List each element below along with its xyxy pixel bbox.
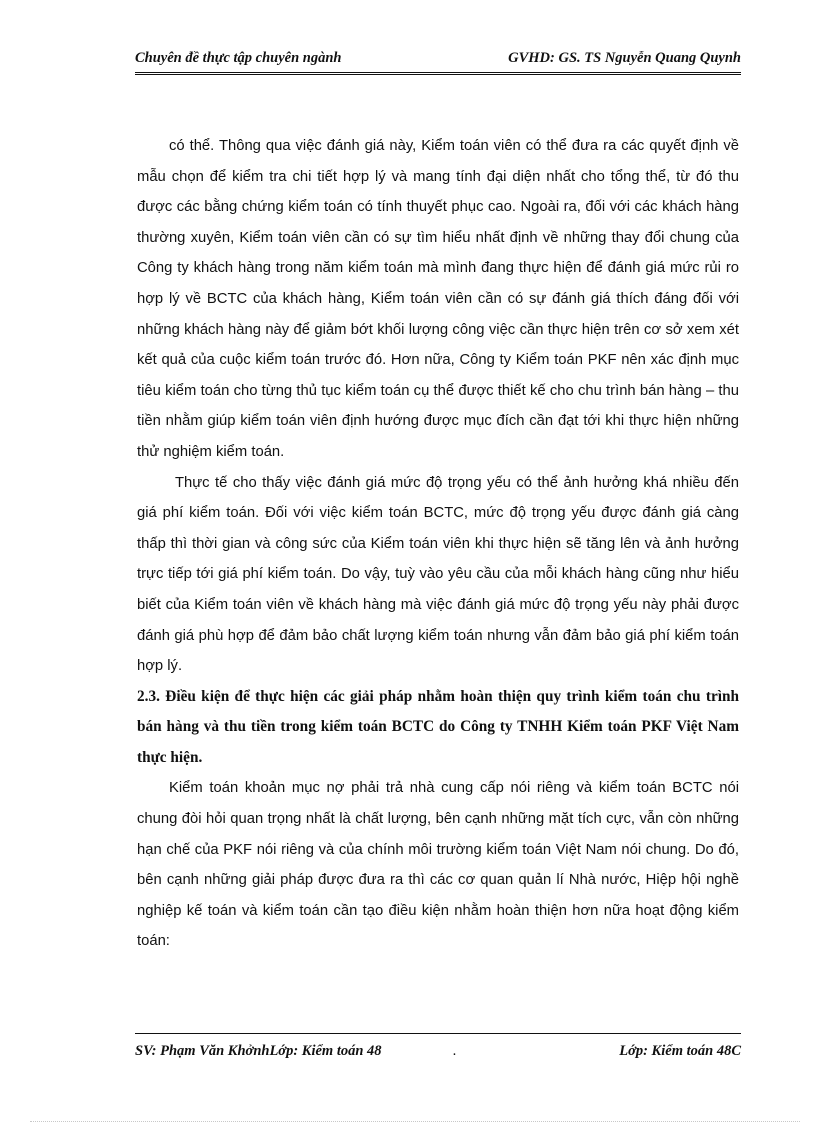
footer-dot: . (453, 1043, 457, 1059)
footer-class: Lớp: Kiểm toán 48C (619, 1043, 741, 1059)
document-body (137, 131, 739, 957)
header-course-title: Chuyên đề thực tập chuyên ngành (135, 50, 342, 66)
paragraph-1: có thể. Thông qua việc đánh giá này, Kiểm toán viên có thể đưa ra các quyết định về mẫu chọn để kiểm tra chi tiết hợp lý và mang tính đại diện nhất cho tổng thể, từ đó thu được các bằng chứng kiểm toán có tính thuyết phục cao. Ngoài ra, đối với các khách hàng thường xuyên, Kiểm toán viên cần có sự tìm hiểu nhất định về những thay đổi chung của Công ty khách hàng trong năm kiểm toán mà mình đang thực hiện để đánh giá mức rủi ro hợp lý về BCTC của khách hàng, Kiểm toán viên cần có sự đánh giá thích đáng đối với những khách hàng này để giảm bớt khối lượng công việc cần thực hiện trên cơ sở xem xét kết quả của cuộc kiểm toán trước đó. Hơn nữa, Công ty Kiểm toán PKF nên xác định mục tiêu kiểm toán cho từng thủ tục kiểm toán cụ thể được thiết kế cho chu trình bán hàng – thu tiền nhằm giúp kiểm toán viên định hướng được mục đích cần đạt tới khi thực hiện những thử nghiệm kiểm toán. (137, 138, 739, 460)
page-footer (135, 1043, 741, 1065)
section-heading-2-3: 2.3. Điều kiện để thực hiện các giải pháp nhằm hoàn thiện quy trình kiểm toán chu trình bán hàng và thu tiền trong kiểm toán BCTC do Công ty TNHH Kiểm toán PKF Việt Nam thực hiện. (137, 687, 739, 766)
paragraph-3: Kiểm toán khoản mục nợ phải trả nhà cung cấp nói riêng và kiểm toán BCTC nói chung đòi hỏi quan trọng nhất là chất lượng, bên cạnh những mặt tích cực, vẫn còn những hạn chế của PKF nói riêng và của chính môi trường kiểm toán Việt Nam nói chung. Do đó, bên cạnh những giải pháp được đưa ra thì các cơ quan quản lí Nhà nước, Hiệp hội nghề nghiệp kế toán và kiểm toán cần tạo điều kiện nhằm hoàn thiện hơn nữa hoạt động kiểm toán: (137, 780, 739, 950)
footer-rule (135, 1033, 741, 1034)
paragraph-2: Thực tế cho thấy việc đánh giá mức độ trọng yếu có thể ảnh hưởng khá nhiều đến giá phí kiểm toán. Đối với việc kiểm toán BCTC, mức độ trọng yếu được đánh giá càng thấp thì thời gian và công sức của Kiểm toán viên khi thực hiện sẽ tăng lên và ảnh hưởng trực tiếp tới giá phí kiểm toán. Do vậy, tuỳ vào yêu cầu của mỗi khách hàng cũng như hiểu biết của Kiểm toán viên về khách hàng mà việc đánh giá mức độ trọng yếu này phải được đánh giá phù hợp để đảm bảo chất lượng kiểm toán nhưng vẫn đảm bảo giá phí kiểm toán hợp lý. (137, 474, 739, 675)
header-double-rule (135, 72, 741, 75)
page-edge-divider (30, 1121, 800, 1122)
header-supervisor: GVHD: GS. TS Nguyễn Quang Quynh (508, 50, 741, 66)
footer-student: SV: Phạm Văn KhởnhLớp: Kiểm toán 48 (135, 1043, 382, 1059)
page-header (135, 50, 741, 72)
